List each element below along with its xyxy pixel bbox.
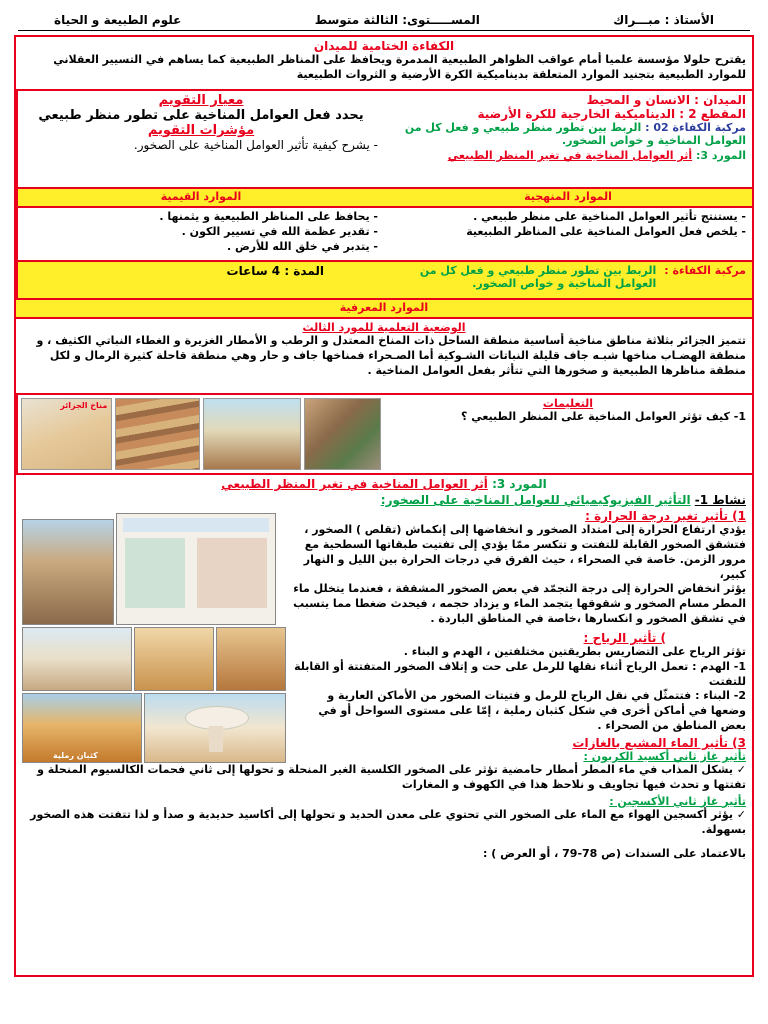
info-resource-label: المورد 3:	[695, 149, 746, 162]
value-title: الموارد القيمية	[16, 189, 384, 206]
info-resource	[390, 149, 746, 162]
header-divider	[18, 30, 750, 31]
temperature-title: 1) تأثير تغير درجة الحرارة :	[585, 509, 746, 523]
competency-text: الربط بين تطور منظر طبيعي و فعل كل من العوامل المناخية و خواص الصخور.	[419, 264, 657, 290]
level-label: المســـــتوى: الثالثة متوسط	[314, 13, 480, 27]
methodological-item-1: - يستنتج تأثير العوامل المناخية على منظر طبيعي .	[473, 210, 746, 223]
lesson-resource-title: أثر العوامل المناخية في تغير المنظر الطبيعي	[221, 477, 488, 491]
indicators-title: مؤشرات التقويم	[147, 123, 255, 138]
wind-title: ) تأثير الرياح :	[583, 630, 666, 645]
final-competency-text: يقترح حلولا مؤسسة علميا أمام عواقب الظواهر الطبيعية المدمرة ويحافظ على المناظر الطبيعية كما يساهم في التسيير العقلاني للموارد الطبيعية بتجنيد الموارد المتعلقة بديناميكية الكرة الأرضية و الثروات الطبيعية	[53, 53, 746, 81]
instructions-row	[16, 393, 752, 473]
info-cell	[384, 91, 752, 187]
situation-title: الوضعية التعلمية للمورد الثالث	[302, 321, 466, 334]
resources-items-row	[16, 206, 752, 260]
reference-text: بالاعتماد على السندات (ص 78-79 ، أو العرض ) :	[483, 847, 746, 861]
climate-map-image	[21, 398, 112, 470]
methodological-title: الموارد المنهجية	[524, 190, 612, 203]
knowledge-title: الموارد المعرفية	[339, 301, 429, 314]
activity-header	[16, 491, 752, 509]
wind-paragraph-3: 2- البناء : فتتمثّل في نقل الرياح للرمل و فتيتات الصخور من الأماكن العارية و وضعها في أماكن أخرى في شكل كثبان رملية ، إمّا على مستوى السواحل أو في بعض المناطق من الصحراء .	[318, 689, 746, 733]
page-header	[14, 6, 754, 30]
criterion-text: يحدد فعل العوامل المناخية على تطور منظر طبيعي	[38, 108, 364, 123]
temperature-paragraph-2: يؤثر انخفاض الحرارة إلى درجة التجمّد في بعض الصخور المشققة ، فعندما يتخلل ماء المطر مسام الصخور و شقوقها يتجمد الماء و يزداد حجمه ، فيحدث ضغطا مما يتسبب في تشقق الصخور و انكسارها ،خاصة في المناطق الباردة .	[293, 582, 746, 626]
situation-row	[16, 317, 752, 393]
instructions-title: التعليمات	[542, 397, 594, 410]
info-competency	[390, 121, 746, 147]
co2-text: ✓ يشكل المذاب في ماء المطر أمطار حامضية تؤثر على الصخور الكلسية الغير المنحلة و تحولها إلى ثاني فحمات الكالسيوم المنحلة و تفتتها و تحدث فيها تجاويف و نلاحظ هذا في الكهوف و المغارات	[37, 762, 746, 791]
value-item-2: - تقدير عظمة الله في تسيير الكون .	[181, 224, 378, 238]
evaluation-cell	[16, 91, 384, 187]
gas-title: 3) تأثير الماء المشبع بالغازات	[572, 735, 746, 750]
competency-label: مركبة الكفاءة :	[664, 264, 746, 277]
knowledge-title-row	[16, 298, 752, 317]
situation-text: تتميز الجزائر بثلاثة مناطق مناخية أساسية منطقة الساحل ذات المناخ المعتدل و الرطب و الأمطار الغزيرة و الغطاء النباتي الكثيف ، و منطقة الهضـاب مناخها شبـه جاف قليلة النباتات الشـوكية أما الصـحراء فمناخها جاف و حار وهي منطقة قاحلة كثيرة الرمال و لكل منطقة مناظرها الطبيعية و صخورها التي تتأثر بفعل العوامل المناخية .	[36, 334, 746, 377]
methodological-list	[384, 208, 752, 260]
competency-cell	[384, 262, 752, 298]
value-item-1: - يحافظ على المناظر الطبيعية و يثمنها .	[159, 210, 378, 223]
instructions-cell	[384, 395, 752, 473]
indicators-text: - يشرح كيفية تأثير العوامل المناخية على الصخور.	[133, 138, 378, 152]
activity-label: نشاط 1-	[694, 493, 746, 507]
wind-paragraph-1: تؤثر الرياح على التضاريس بطريقتين مختلفتين ، الهدم و البناء .	[403, 644, 746, 658]
duration-cell	[16, 262, 384, 298]
instructions-images	[16, 395, 384, 473]
duration-text: المدة : 4 ساعات	[226, 264, 324, 278]
rock-arch-image	[134, 627, 214, 691]
activity-title: التأثير الفيزيوكيميائي للعوامل المناخية على الصخور:	[380, 493, 691, 507]
temperature-figure-diagram	[22, 519, 114, 625]
instructions-item: 1- كيف تؤثر العوامل المناخية على المنظر الطبيعي ؟	[460, 410, 746, 423]
competency-duration-row	[16, 260, 752, 298]
main-frame	[14, 35, 754, 977]
sand-rock-image	[216, 627, 286, 691]
layers-diagram-image	[115, 398, 199, 470]
mushroom-rock-image	[144, 693, 286, 763]
temperature-paragraph-1: يؤدي ارتفاع الحرارة إلى امتداد الصخور و انخفاضها إلى إنكماش (تقلص ) الصخور ، فتشقق الصخور القابلة للتفتت و تتكسر ممّا يؤدي إلى تفتيت طبقاتها السطحية مع مرور الزمن. خاصة في الصحراء ، حيث الفرق في درجات الحرارة بين الليل و النهار كبير،	[303, 523, 746, 581]
river-erosion-image	[22, 627, 132, 691]
lesson-resource-label: المورد 3:	[492, 477, 547, 491]
final-competency-title: الكفاءة الختامية للميدان	[313, 39, 455, 53]
value-item-3: - يتدبر في خلق الله للأرض .	[226, 239, 378, 253]
co2-title: تأثير غاز ثاني أكسيد الكربون :	[583, 749, 746, 763]
section-label: المقطع 2 : الديناميكية الخارجية للكرة الأرضية	[477, 107, 746, 121]
rocks-diagram-image	[304, 398, 381, 470]
final-competency-section	[16, 37, 752, 89]
info-resource-text: أثر العوامل المناخية في تغير المنظر الطبيعي	[447, 149, 693, 162]
o2-title: تأثير غاز ثاني الأكسجين :	[609, 794, 746, 808]
landscape-diagram-image	[203, 398, 301, 470]
lesson-section	[16, 473, 752, 975]
lesson-body	[16, 475, 752, 975]
lesson-resource-header	[16, 475, 752, 491]
sand-dunes-caption: كثبان رملية	[53, 751, 98, 760]
info-competency-text: الربط بين تطور منظر طبيعي و فعل كل من العوامل المناخية و خواص الصخور.	[404, 121, 746, 147]
situation-cell	[16, 319, 752, 393]
field-label: الميدان : الانسان و المحيط	[586, 93, 746, 107]
sand-dunes-image	[22, 693, 142, 763]
value-list	[16, 208, 384, 260]
temperature-figure-chart	[116, 513, 276, 625]
wind-paragraph-2: 1- الهدم : تعمل الرياح أثناء نقلها للرمل على حت و إتلاف الصخور المتفتتة أو القابلة للتفتت	[294, 659, 746, 688]
wind-block	[292, 631, 746, 734]
info-evaluation-row	[16, 89, 752, 187]
temperature-block	[292, 509, 746, 627]
criterion-title: معيار التقويم	[158, 93, 244, 108]
resources-title-row	[16, 187, 752, 206]
info-competency-label: مركبة الكفاءة 02 :	[645, 121, 746, 134]
o2-text: ✓ يؤثر أكسجين الهواء مع الماء على الصخور التي تحتوي على معدن الحديد و تحولها إلى أكاسيد حديدية و صدأ و لذا تتفتت هذه الصخور بسهولة.	[30, 807, 746, 836]
teacher-name: الأستاذ : مبـــراك	[613, 13, 714, 27]
subject-label: علوم الطبيعة و الحياة	[54, 13, 182, 27]
climate-map-caption: مناخ الجزائر	[60, 401, 108, 410]
methodological-item-2: - يلخص فعل العوامل المناخية على المناظر الطبيعية	[466, 224, 746, 238]
